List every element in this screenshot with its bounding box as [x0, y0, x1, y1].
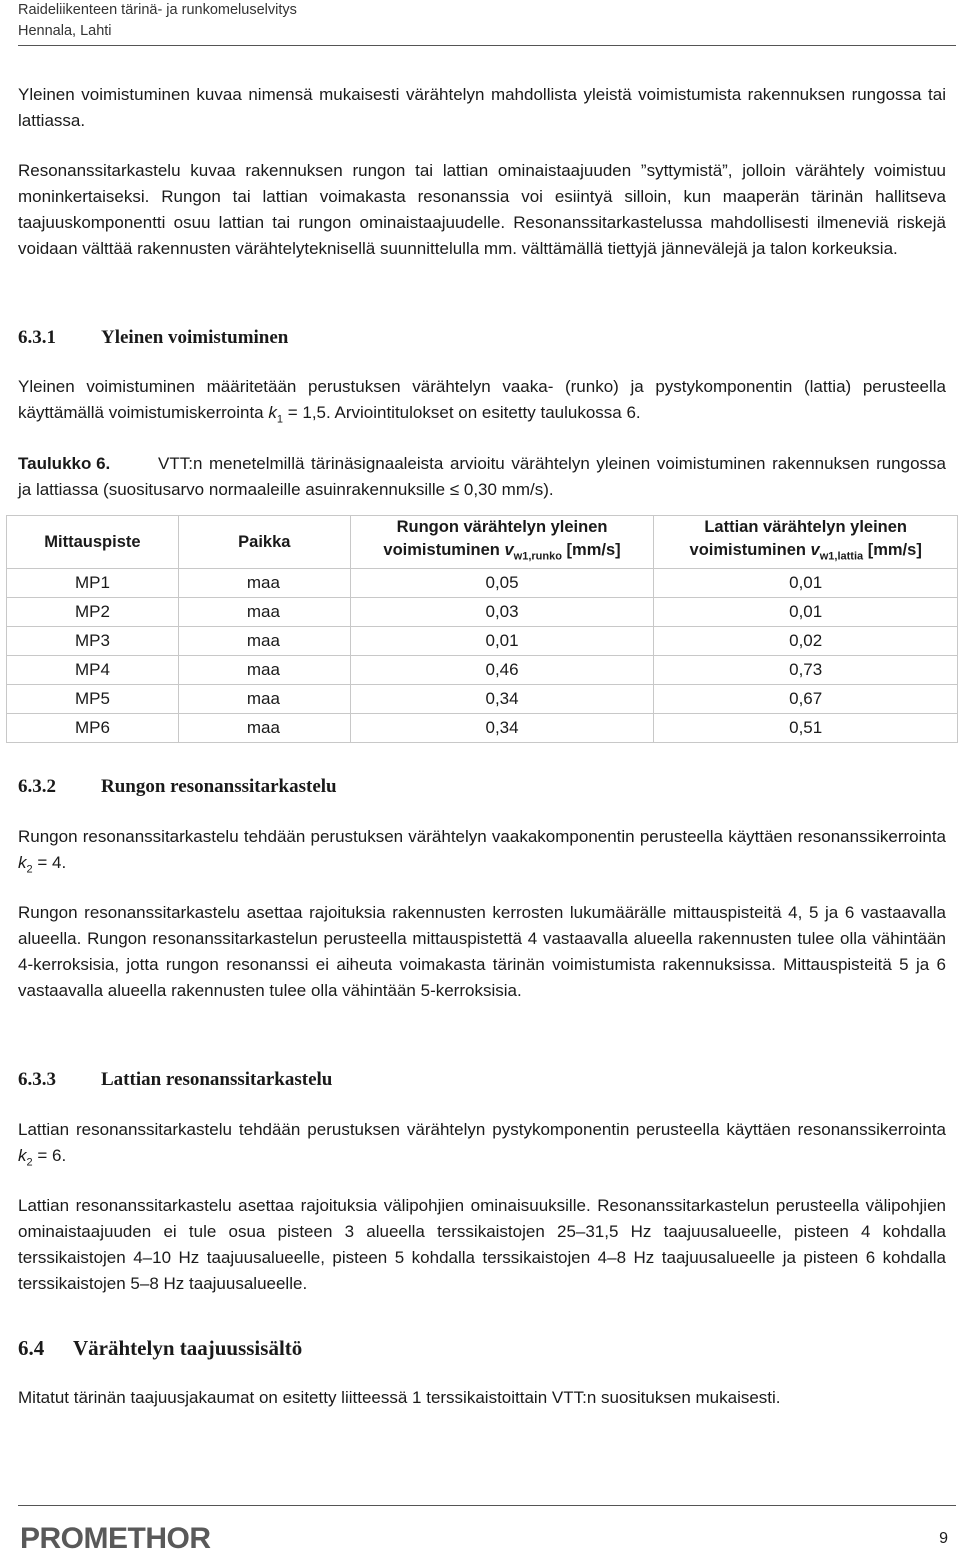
table-row: [7, 685, 958, 714]
header-text: [mm/s]: [561, 541, 621, 559]
text-run: = 6.: [32, 1146, 67, 1165]
symbol-subscript: 1: [276, 413, 283, 426]
text-run: Yleinen voimistuminen määritetään perustuksen värähtelyn vaaka- (runko) ja pystykomponentin (lattia) perusteella käyttämällä voimistumiskerrointa: [18, 377, 946, 422]
symbol-subscript: 2: [26, 863, 33, 876]
results-table: [6, 515, 958, 743]
column-header-frame: [350, 516, 654, 569]
table-header-row: [7, 516, 958, 569]
header-text: Lattian värähtelyn yleinen: [704, 518, 907, 536]
page-number: 9: [939, 1530, 948, 1547]
table-caption-label: Taulukko 6.: [18, 454, 111, 473]
section-number: 6.3.1: [18, 327, 56, 348]
symbol-k: k: [18, 1146, 27, 1165]
header-subtitle: Hennala, Lahti: [18, 23, 112, 39]
section-6-4-paragraph: Mitatut tärinän taajuusjakaumat on esitetty liitteessä 1 terssikaistoittain VTT:n suosituksen mukaisesti.: [18, 1388, 781, 1407]
cell-place: maa: [178, 627, 350, 656]
cell-place: maa: [178, 598, 350, 627]
cell-frame: 0,34: [350, 685, 654, 714]
header-title: Raideliikenteen tärinä- ja runkomeluselvitys: [18, 2, 297, 18]
cell-point: MP4: [7, 656, 179, 685]
text-run: = 4.: [32, 853, 67, 872]
cell-floor: 0,67: [654, 685, 958, 714]
cell-point: MP6: [7, 714, 179, 743]
symbol-v: v: [504, 541, 514, 559]
table-caption: [18, 451, 946, 503]
section-heading-6-3-2: [18, 775, 337, 799]
cell-place: maa: [178, 714, 350, 743]
cell-frame: 0,01: [350, 627, 654, 656]
section-title: Värähtelyn taajuussisältö: [73, 1336, 303, 1360]
section-6-3-2-paragraph-1: [18, 824, 946, 882]
cell-floor: 0,01: [654, 569, 958, 598]
table-caption-text: VTT:n menetelmillä tärinäsignaaleista arvioitu värähtelyn yleinen voimistuminen rakennuksen rungossa ja lattiassa (suositusarvo normaaleille asuinrakennuksille ≤ 0,30 mm/s).: [18, 454, 946, 499]
cell-frame: 0,05: [350, 569, 654, 598]
cell-point: MP1: [7, 569, 179, 598]
symbol-k: k: [18, 853, 27, 872]
cell-point: MP3: [7, 627, 179, 656]
cell-frame: 0,46: [350, 656, 654, 685]
table-row: [7, 714, 958, 743]
cell-floor: 0,51: [654, 714, 958, 743]
table-row: [7, 598, 958, 627]
logo-text: PROMETHOR: [20, 1522, 211, 1554]
header-text: [mm/s]: [863, 541, 922, 559]
section-title: Yleinen voimistuminen: [101, 327, 289, 348]
header-text: Rungon värähtelyn yleinen: [396, 518, 608, 536]
cell-frame: 0,34: [350, 714, 654, 743]
section-title: Rungon resonanssitarkastelu: [101, 776, 337, 797]
intro-paragraph-1: Yleinen voimistuminen kuvaa nimensä mukaisesti värähtelyn mahdollista yleistä voimistumista rakennuksen rungossa tai lattiassa.: [18, 85, 946, 130]
header-text: voimistuminen: [383, 541, 505, 559]
column-header-place: Paikka: [178, 516, 350, 569]
cell-floor: 0,73: [654, 656, 958, 685]
symbol-v: v: [810, 541, 820, 559]
text-run: Lattian resonanssitarkastelu tehdään perustuksen värähtelyn pystykomponentin perusteella käyttäen resonanssikerrointa: [18, 1120, 946, 1139]
footer-divider: [18, 1505, 956, 1506]
section-6-3-2-paragraph-2: Rungon resonanssitarkastelu asettaa rajoituksia rakennusten kerrosten lukumäärälle mittauspisteitä 4, 5 ja 6 vastaavalla alueella. Rungon resonanssitarkastelun perusteella mittauspistettä 4 vastaavalla alueella rakennusten tulee olla vähintään 4-kerroksisia, jotta rungon resonanssi ei aiheuta voimakasta tärinän voimistumista rakennuksissa. Mittauspisteitä 5 ja 6 vastaavalla alueella rakennusten tulee olla vähintään 5-kerroksisia.: [18, 903, 946, 1000]
symbol-subscript: 2: [26, 1156, 33, 1169]
section-6-3-3-paragraph-1: [18, 1117, 946, 1175]
symbol-subscript: w1,runko: [513, 550, 562, 563]
section-title: Lattian resonanssitarkastelu: [101, 1069, 333, 1090]
section-heading-6-4: [18, 1335, 302, 1361]
header-text: voimistuminen: [689, 541, 811, 559]
table-row: [7, 656, 958, 685]
section-number: 6.4: [18, 1336, 45, 1360]
section-6-3-1-paragraph: [18, 374, 946, 432]
cell-frame: 0,03: [350, 598, 654, 627]
symbol-k: k: [268, 403, 277, 422]
text-run: Rungon resonanssitarkastelu tehdään perustuksen värähtelyn vaakakomponentin perusteella käyttäen resonanssikerrointa: [18, 827, 946, 846]
header-divider: [18, 45, 956, 46]
cell-place: maa: [178, 656, 350, 685]
cell-floor: 0,01: [654, 598, 958, 627]
table-row: [7, 627, 958, 656]
table-row: [7, 569, 958, 598]
section-number: 6.3.3: [18, 1069, 56, 1090]
promethor-logo: [20, 1520, 260, 1554]
column-header-point: Mittauspiste: [7, 516, 179, 569]
cell-point: MP2: [7, 598, 179, 627]
cell-point: MP5: [7, 685, 179, 714]
cell-place: maa: [178, 685, 350, 714]
section-heading-6-3-3: [18, 1068, 332, 1092]
section-6-3-3-paragraph-2: Lattian resonanssitarkastelu asettaa rajoituksia välipohjien ominaisuuksille. Resonanssitarkastelun perusteella välipohjien ominaistaajuuden ei tule osua pisteen 3 alueella terssikaistojen 25–31,5 Hz taajuusalueelle, pisteen 4 kohdalla terssikaistojen 4–10 Hz taajuusalueelle, pisteen 5 kohdalla terssikaistojen 4–8 Hz taajuusalueelle ja pisteen 6 kohdalla terssikaistojen 5–8 Hz taajuusalueelle.: [18, 1196, 946, 1293]
text-run: = 1,5. Arviointitulokset on esitetty taulukossa 6.: [282, 403, 641, 422]
intro-paragraph-2: Resonanssitarkastelu kuvaa rakennuksen rungon tai lattian ominaistaajuuden ”syttymistä”, jolloin värähtely voimistuu moninkertaiseksi. Rungon tai lattian voimakasta resonanssia voi esiintyä silloin, kun maaperän tärinän hallitseva taajuuskomponentti osuu lattian tai rungon ominaistaajuudelle. Resonanssitarkastelussa mahdollisesti ilmeneviä riskejä voidaan välttää rakennusten värähtelyteknisellä suunnittelulla mm. välttämällä tiettyjä jännevälejä ja talon korkeuksia.: [18, 161, 946, 258]
cell-floor: 0,02: [654, 627, 958, 656]
page-header: [18, 0, 297, 42]
symbol-subscript: w1,lattia: [819, 550, 864, 563]
column-header-floor: [654, 516, 958, 569]
cell-place: maa: [178, 569, 350, 598]
section-heading-6-3-1: [18, 326, 288, 350]
section-number: 6.3.2: [18, 776, 56, 797]
